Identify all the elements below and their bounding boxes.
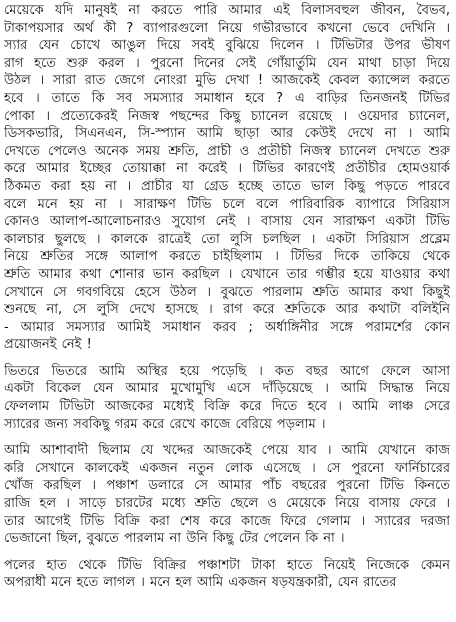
text-line: রাজি হল । সাড়ে চারটের মধ্যে শ্রুতি ছেলে ও মেয়েকে নিয়ে বাসায় ফেরে । [4,496,450,512]
paragraph-3 [4,442,450,548]
text-line: করি সেখানে কালকেই একজন নতুন লোক এসেছে । সে পুরনো ফার্নিচারের [4,460,450,476]
text-line: বলে মনে হয় না । সারাক্ষণ টিভি চলে বলে পারিবারিক ব্যাপারে সিরিয়াস [4,196,450,212]
text-line: দেখতে পেলেও অনেক সময় শ্রুতি, প্রাচী ও প্রতীচী নিজস্ব চ্যানেল দেখতে শুরু [4,143,450,159]
text-line: রাগ হতে শুরু করল । পুরনো দিনের সেই গোঁয়ার্তুমি যেন মাথা চাড়া দিয়ে [4,55,450,71]
text-line: উঠল । সারা রাত জেগে নোংরা মুভি দেখা ! আজকেই কেবল ক্যান্সেল করতে [4,73,450,89]
text-line: ডিসকভারি, সিএনএন, সি-স্প্যান আমি ছাড়া আর কেউই দেখে না । আমি [4,126,450,142]
text-line: ঠিকমত করা হয় না । প্রাচীর যা গ্রেড হচ্ছে তাতে ভাল কিছু পড়তে পারবে [4,178,450,194]
text-line: স্যারের জন্য সবকিছু গরম করে রেখে কাজে বেরিয়ে পড়লাম । [4,416,326,432]
text-line: হবে । তাতে কি সব সমস্যার সমাধান হবে ? এ বাড়ির তিনজনই টিভির [4,90,450,106]
paragraph-1 [4,2,450,354]
text-line: কোনও আলাপ-আলোচনারও সুযোগ নেই । বাসায় যেন সারাক্ষণ একটা টিভি [4,214,450,230]
text-line: স্যার যেন চোখে আঙুল দিয়ে সবই বুঝিয়ে দিলেন । টিভিটার উপর ভীষণ [4,38,450,54]
text-line: শুনছে না, সে লুসি দেখে হাসছে । রাগ করে শ্রুতিকে আর কথাটা বলিইনি [4,302,450,318]
text-line: ফেললাম টিভিটা আজকের মধ্যেই বিক্রি করে দিতে হবে । আমি লাঞ্চ সেরে [4,399,450,415]
paragraph-2 [4,363,450,433]
text-line: খোঁজ করছিল । পঞ্চাশ ডলারে সে আমার পাঁচ বছরের পুরনো টিভি কিনতে [4,478,450,494]
text-line: একটা বিকেল যেন আমার মুখোমুখি এসে দাঁড়িয়েছে । আমি সিদ্ধান্ত নিয়ে [4,381,450,397]
text-line: মেয়েকে যদি মানুষই না করতে পারি আমার এই বিলাসবহুল জীবন, বৈভব, [4,3,450,18]
paragraph-4 [4,557,450,592]
text-line: অপরাধী মনে হতে লাগল । মনে হল আমি একজন ষড়যন্ত্রকারী, যেন রাতের [4,575,397,591]
text-line: আমি আশাবাদী ছিলাম যে খদ্দের আজকেই পেয়ে যাব । আমি যেখানে কাজ [4,443,450,459]
text-line: কালচার ছুলছে । কালকে রাত্রেই তো লুসি চলছিল । একটা সিরিয়াস প্রব্লেম [4,231,450,247]
text-line: ভিতরে ভিতরে আমি অস্থির হয়ে পড়েছি । কত বছর আগে ফেলে আসা [4,363,450,379]
text-line: - আমার সমস্যার আমিই সমাধান করব ; অর্ধাঙ্গিনীর সঙ্গে পরামর্শের কোন [4,319,450,335]
text-line: তার আগেই টিভি বিক্রি করা শেষ করে কাজে ফিরে গেলাম । স্যারের দরজা [4,513,450,529]
text-line: টাকাপয়সার অর্থ কী ? ব্যাপারগুলো নিয়ে গভীরভাবে কখনো ভেবে দেখিনি । [4,20,450,36]
text-line: করে আমার ইচ্ছের তোয়াক্কা না করেই । টিভির কারণেই প্রতীচীর হোমওয়ার্ক [4,161,450,177]
text-line: প্রয়োজনই নেই ! [4,337,92,353]
text-line: ভেজানো ছিল, বুঝতে পারলাম না উনি কিছু টের পেলেন কি না । [4,531,345,547]
text-line: শ্রুতি আমার কথা শোনার ভান করছিল । যেখানে তার গম্ভীর হয়ে যাওয়ার কথা [4,266,450,282]
text-line: পলের হাত থেকে টিভি বিক্রির পঞ্চাশটা টাকা হাতে নিয়েই নিজেকে কেমন [4,557,450,573]
text-line: সেখানে সে গবগবিয়ে হেসে উঠল । বুঝতে পারলাম শ্রুতি আমার কথা কিছুই [4,284,450,300]
text-line: নিয়ে শ্রুতির সঙ্গে আলাপ করতে চাইছিলাম । টিভির দিকে তাকিয়ে থেকে [4,249,450,265]
text-line: পোকা । প্রত্যেকেরই নিজস্ব পছন্দের কিছু চ্যানেল রয়েছে । ওয়েদার চ্যানেল, [4,108,450,124]
